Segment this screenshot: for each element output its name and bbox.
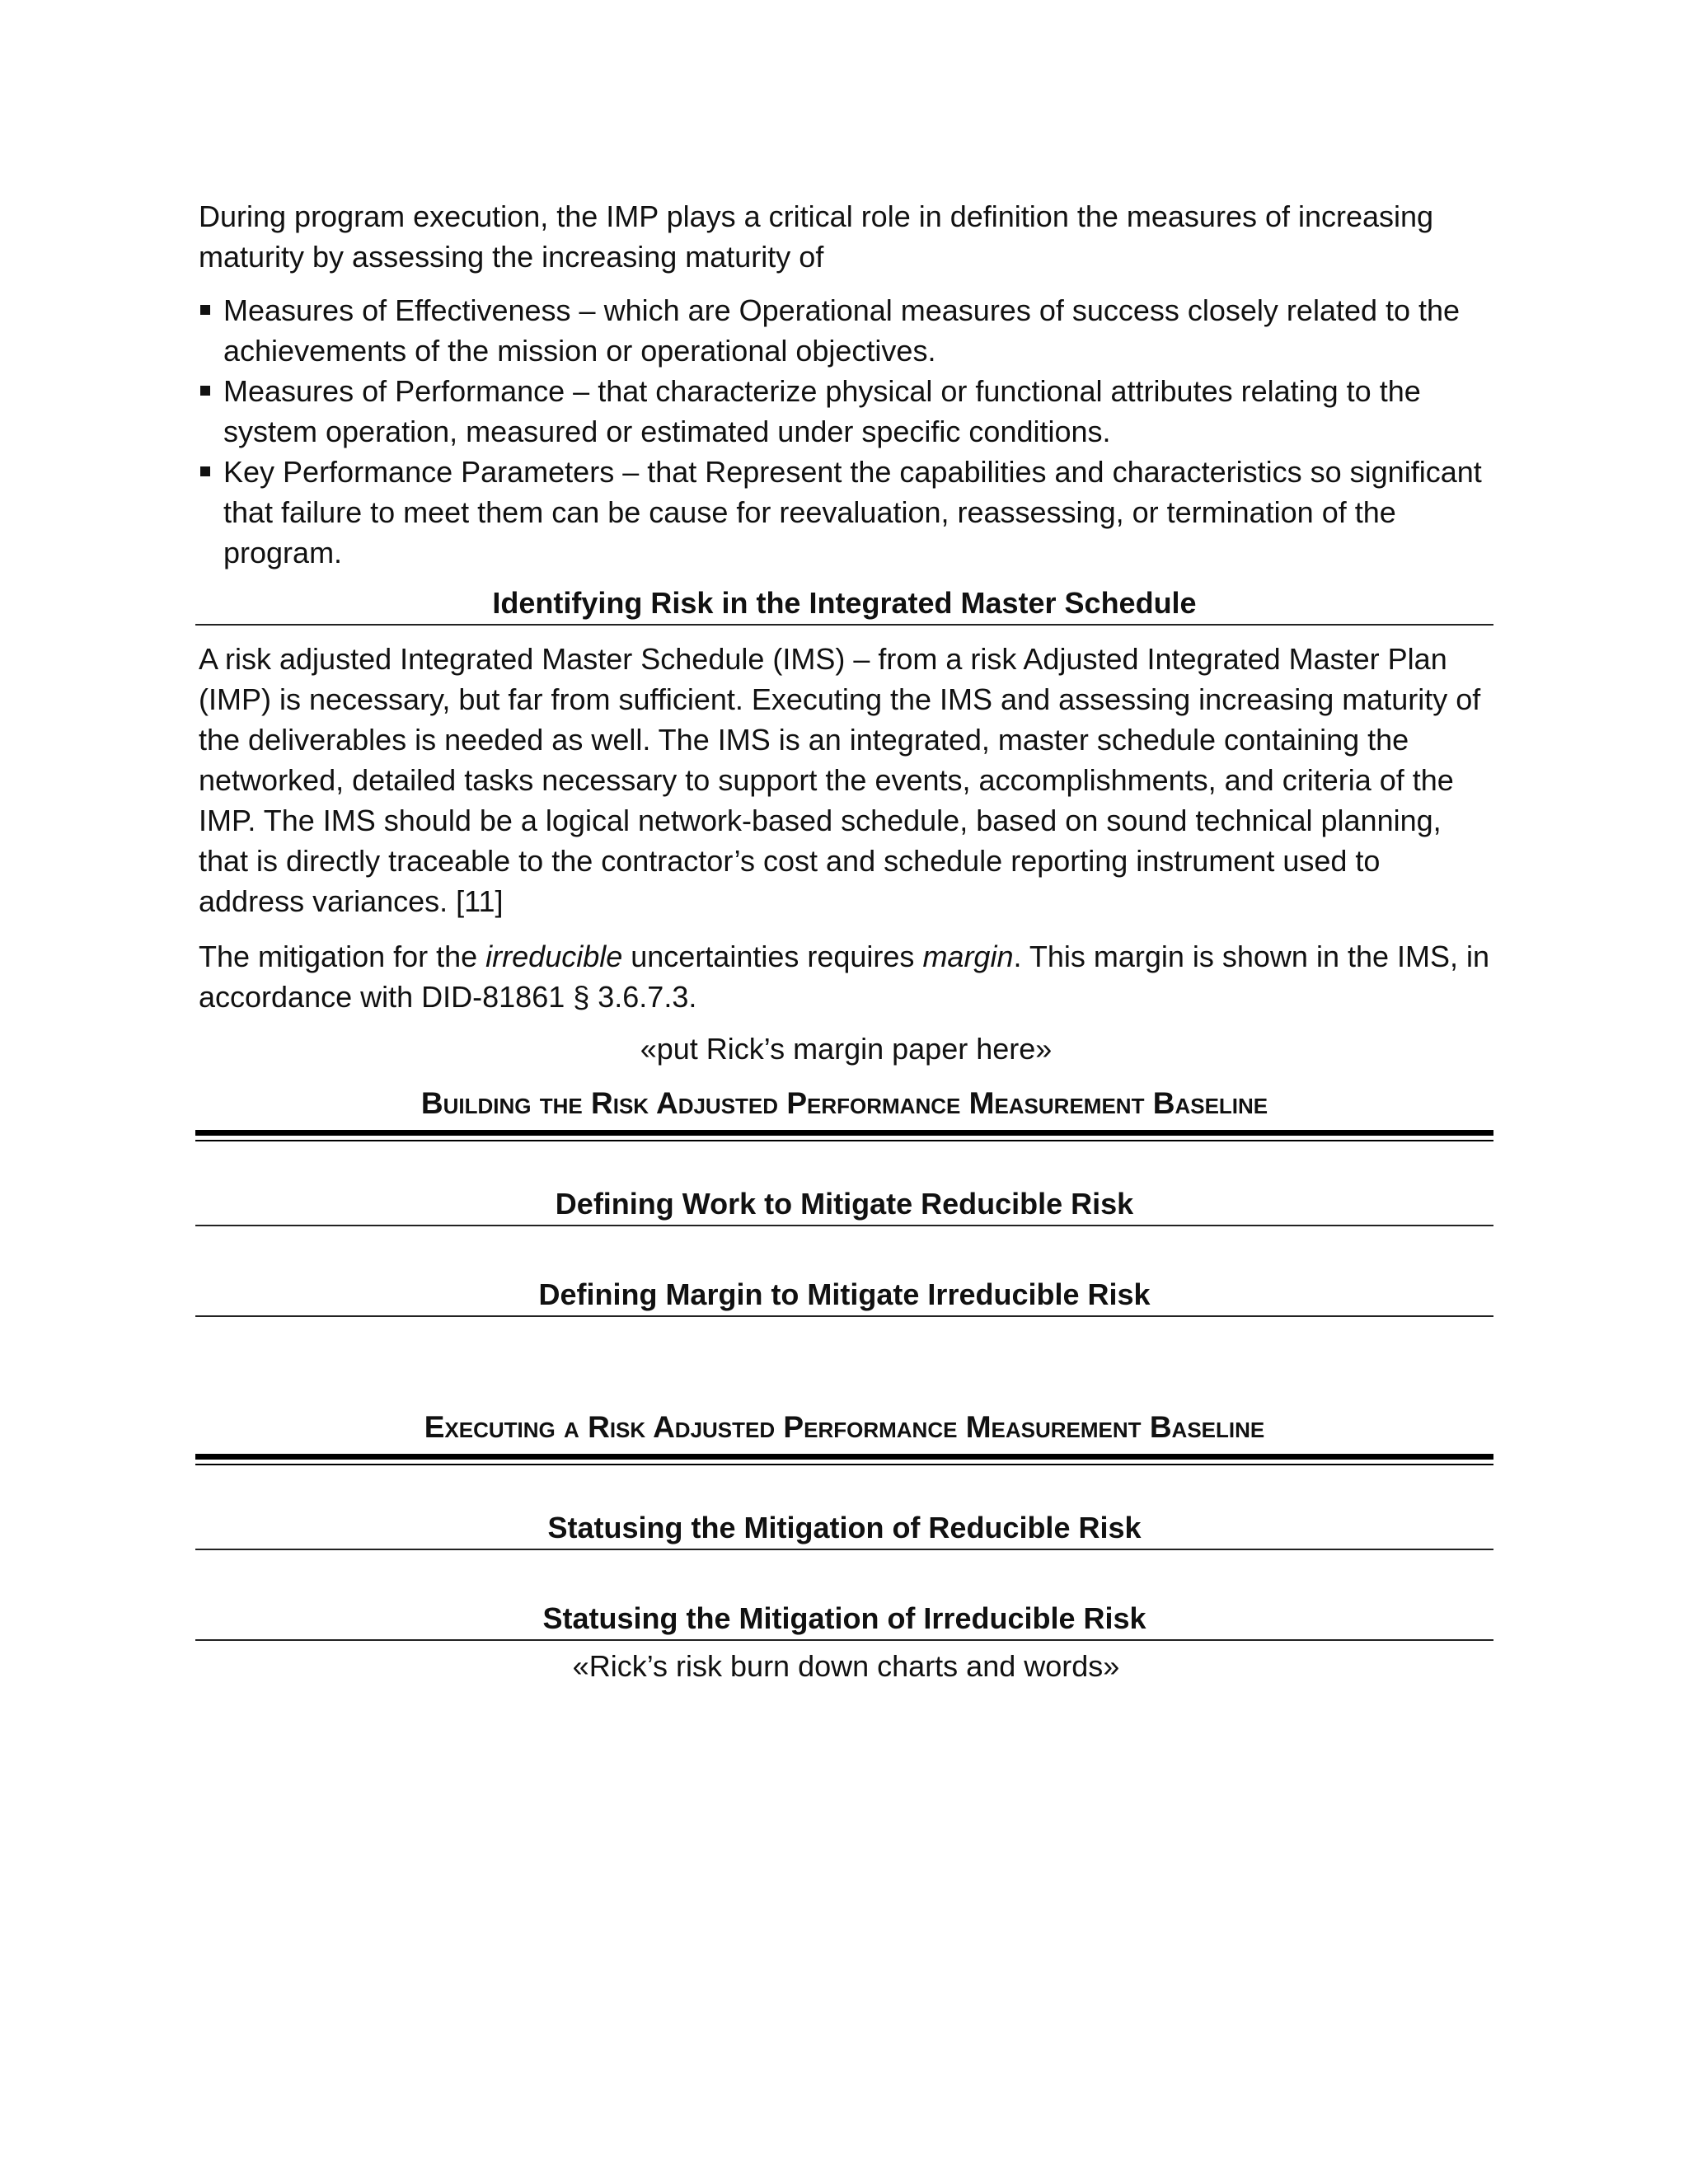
ims-paragraph: A risk adjusted Integrated Master Schedule (IMS) – from a risk Adjusted Integrated Master Plan (IMP) is necessary, but far from sufficient. Executing the IMS and assessing increasing maturity of the deliverables is needed as well. The IMS is an integrated, master schedule containing the networked, detailed tasks necessary to support the events, accomplishments, and criteria of the IMP. The IMS should be a logical network-based schedule, based on sound technical planning, that is directly traceable to the contractor’s cost and schedule reporting instrument used to address variances. [11]: [199, 642, 1481, 918]
document-page: [195, 196, 1493, 1686]
mitigation-text: The mitigation for the: [199, 940, 486, 973]
mitigation-text: . This margin is shown in the IMS, in accordance with DID-81861 § 3.6.7.3.: [199, 940, 1490, 1014]
defining-margin-heading: Defining Margin to Mitigate Irreducible Risk: [195, 1276, 1493, 1317]
defining-work-heading: Defining Work to Mitigate Reducible Risk: [195, 1185, 1493, 1226]
margin-paper-placeholder: «put Rick’s margin paper here»: [640, 1032, 1053, 1066]
maturity-measures-list: [195, 290, 1493, 573]
list-item-text: Measures of Performance – that characterize physical or functional attributes relating to the system operation, measured or estimated under specific conditions.: [223, 374, 1421, 448]
statusing-reducible-heading: Statusing the Mitigation of Reducible Risk: [195, 1509, 1493, 1550]
margin-emphasis: margin: [922, 940, 1014, 973]
list-item: [195, 452, 1493, 573]
intro-paragraph: During program execution, the IMP plays a critical role in definition the measures of increasing maturity by assessing the increasing maturity of: [199, 199, 1434, 274]
ims-risk-heading: Identifying Risk in the Integrated Master Schedule: [195, 584, 1493, 626]
statusing-irreducible-heading: Statusing the Mitigation of Irreducible Risk: [195, 1600, 1493, 1641]
list-item: [195, 290, 1493, 371]
executing-baseline-heading: Executing a Risk Adjusted Performance Measurement Baseline: [195, 1408, 1493, 1460]
irreducible-emphasis: irreducible: [485, 940, 623, 973]
list-item: [195, 371, 1493, 452]
building-baseline-heading: Building the Risk Adjusted Performance Measurement Baseline: [195, 1084, 1493, 1136]
square-bullet-icon: [200, 305, 210, 315]
list-item-text: Measures of Effectiveness – which are Operational measures of success closely related to the achievements of the mission or operational objectives.: [223, 293, 1461, 368]
square-bullet-icon: [200, 466, 210, 476]
square-bullet-icon: [200, 386, 210, 396]
list-item-text: Key Performance Parameters – that Represent the capabilities and characteristics so significant that failure to meet them can be cause for reevaluation, reassessing, or termination of the program.: [223, 455, 1482, 569]
burn-down-placeholder: «Rick’s risk burn down charts and words»: [572, 1649, 1120, 1683]
mitigation-text: uncertainties requires: [622, 940, 923, 973]
mitigation-paragraph: [195, 936, 1493, 1017]
